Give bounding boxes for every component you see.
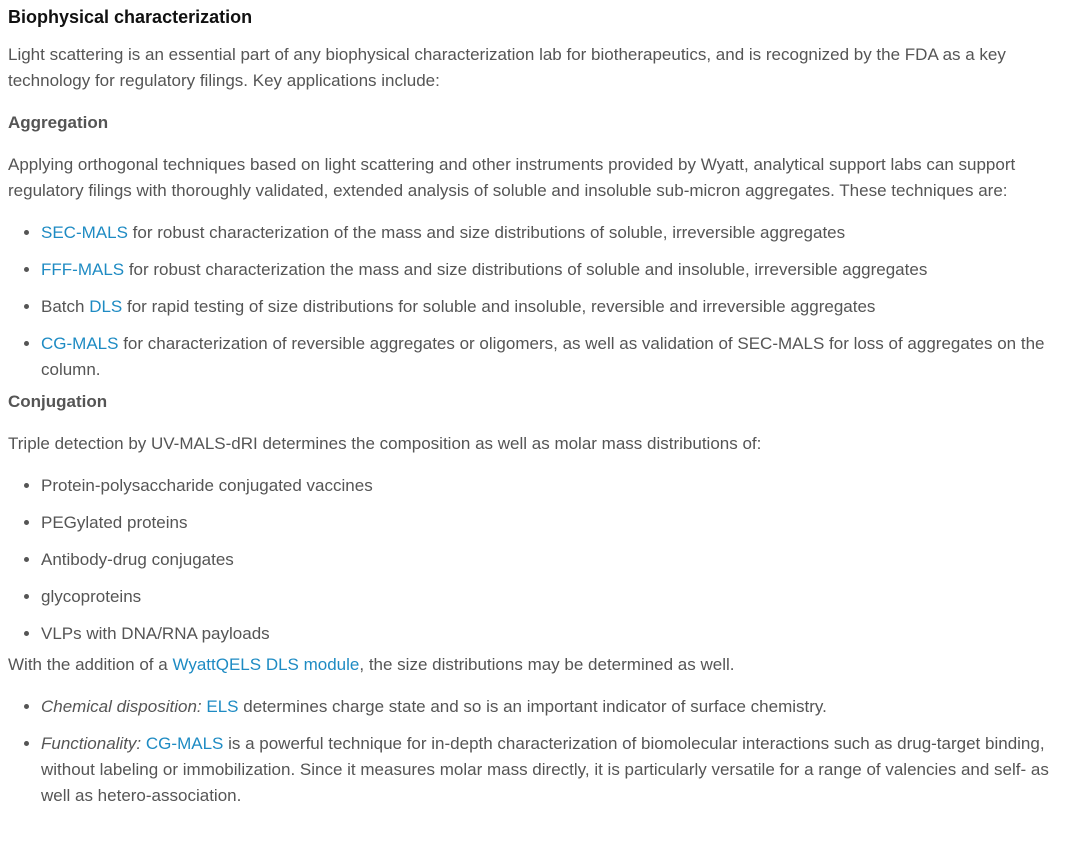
page-title: Biophysical characterization xyxy=(8,7,253,27)
list-item: • Antibody-drug conjugates xyxy=(41,547,1068,573)
item-text: for rapid testing of size distributions for soluble and insoluble, reversible and irreversible aggregates xyxy=(122,297,876,316)
list-item: • VLPs with DNA/RNA payloads xyxy=(41,621,1068,647)
item-prefix: Batch xyxy=(41,297,90,316)
addition-suffix: , the size distributions may be determined as well. xyxy=(359,655,735,674)
list-item: • glycoproteins xyxy=(41,584,1068,610)
item-text: for robust characterization of the mass and size distributions of soluble, irreversible aggregates xyxy=(127,223,846,242)
item-text: is a powerful technique for in-depth characterization of biomolecular interactions such as drug-target binding, without labeling or immobilization. Since it measures molar mass directly, it is particularly versatile for a range of valencies and self- as well as hetero-association. xyxy=(41,734,1049,805)
fff-mals-link[interactable]: FFF-MALS xyxy=(41,260,125,279)
list-item xyxy=(41,294,1068,320)
aggregation-paragraph: Applying orthogonal techniques based on light scattering and other instruments provided by Wyatt, analytical support labs can support regulatory filings with thoroughly validated, extended analysis of soluble and insoluble sub-micron aggregates. These techniques are: xyxy=(8,155,1016,200)
addition-prefix: With the addition of a xyxy=(8,655,173,674)
aggregation-list xyxy=(8,220,1068,383)
wyattqels-dls-module-link[interactable]: WyattQELS DLS module xyxy=(172,655,360,674)
item-label: Chemical disposition: xyxy=(41,697,202,716)
list-item: • PEGylated proteins xyxy=(41,510,1068,536)
list-item xyxy=(41,731,1068,809)
intro-paragraph: Light scattering is an essential part of any biophysical characterization lab for biotherapeutics, and is recognized by the FDA as a key technology for regulatory filings. Key applications include: xyxy=(8,45,1006,90)
item-text: for robust characterization the mass and size distributions of soluble and insoluble, irreversible aggregates xyxy=(124,260,928,279)
addition-paragraph xyxy=(8,652,1068,678)
sec-mals-link[interactable]: SEC-MALS xyxy=(41,223,128,242)
aggregation-heading: Aggregation xyxy=(8,113,109,132)
list-item xyxy=(41,220,1068,246)
list-item: • Protein-polysaccharide conjugated vaccines xyxy=(41,473,1068,499)
conjugation-heading: Conjugation xyxy=(8,392,108,411)
conjugation-paragraph: Triple detection by UV-MALS-dRI determines the composition as well as molar mass distributions of: xyxy=(8,434,762,453)
els-link[interactable]: ELS xyxy=(206,697,239,716)
item-text: determines charge state and so is an important indicator of surface chemistry. xyxy=(238,697,827,716)
dls-link[interactable]: DLS xyxy=(89,297,123,316)
item-text: for characterization of reversible aggregates or oligomers, as well as validation of SEC-MALS for loss of aggregates on the column. xyxy=(41,334,1045,379)
function-list xyxy=(8,694,1068,809)
cg-mals-link[interactable]: CG-MALS xyxy=(41,334,119,353)
list-item xyxy=(41,694,1068,720)
list-item xyxy=(41,331,1068,383)
item-label: Functionality: xyxy=(41,734,142,753)
conjugation-list xyxy=(8,473,1068,647)
cg-mals-link[interactable]: CG-MALS xyxy=(145,734,224,753)
list-item xyxy=(41,257,1068,283)
